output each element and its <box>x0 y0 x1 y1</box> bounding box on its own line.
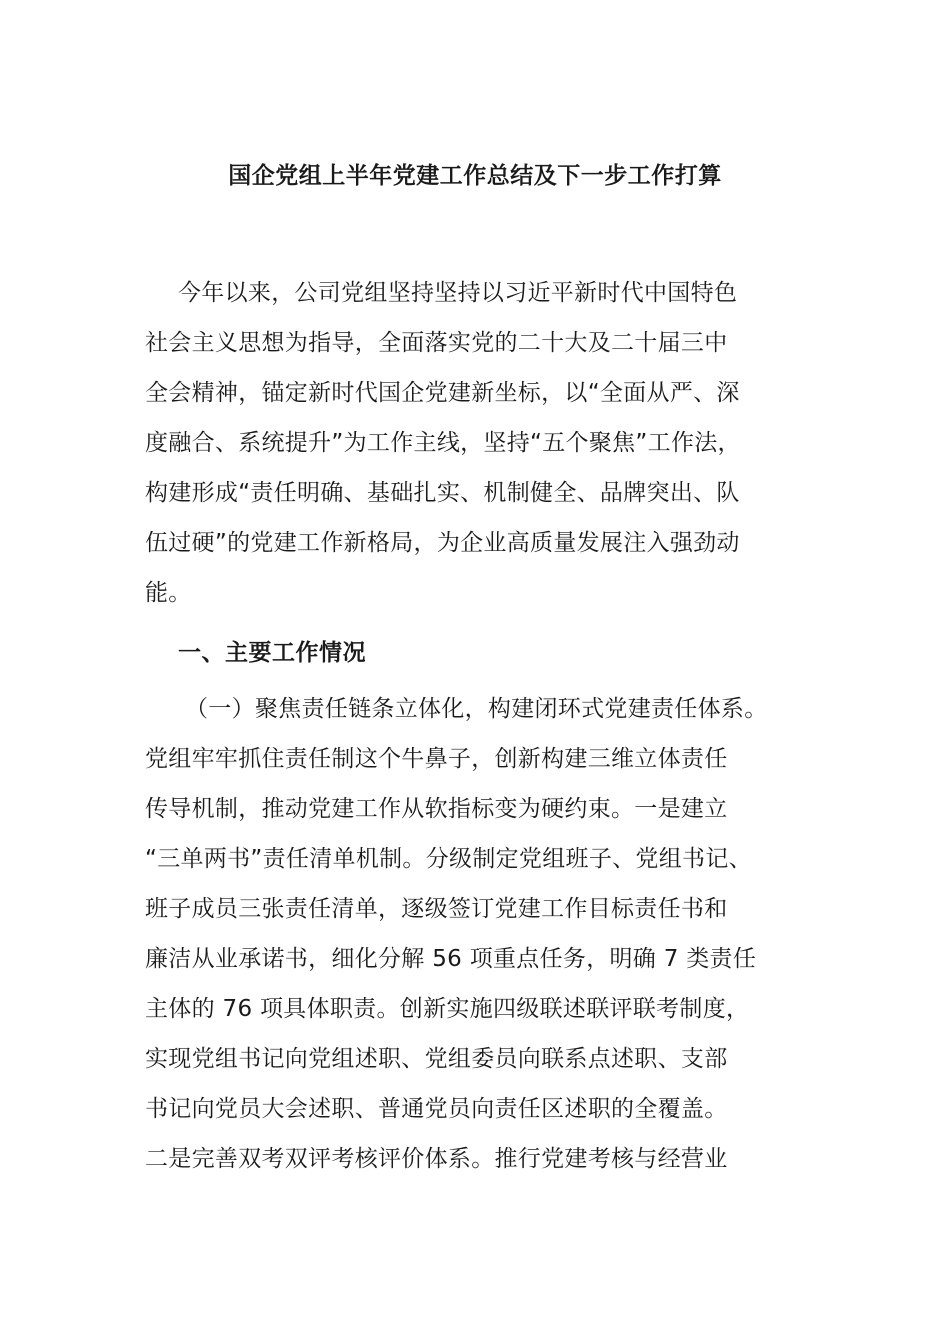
text-line: 能。 <box>145 580 192 606</box>
text-line: 伍过硬”的党建工作新格局，为企业高质量发展注入强劲动 <box>145 530 740 556</box>
text-line: 今年以来，公司党组坚持坚持以习近平新时代中国特色 <box>178 280 738 306</box>
section-heading: 一、主要工作情况 <box>178 640 366 666</box>
text-line: 传导机制，推动党建工作从软指标变为硬约束。一是建立 <box>145 796 728 822</box>
text-line: 主体的 76 项具体职责。创新实施四级联述联评联考制度， <box>145 996 750 1022</box>
text-line: “三单两书”责任清单机制。分级制定党组班子、党组书记、 <box>145 846 752 872</box>
text-line: 二是完善双考双评考核评价体系。推行党建考核与经营业 <box>145 1146 728 1172</box>
text-line: 班子成员三张责任清单，逐级签订党建工作目标责任书和 <box>145 896 728 922</box>
text-line: 全会精神，锚定新时代国企党建新坐标，以“全面从严、深 <box>145 380 740 406</box>
text-line: 构建形成“责任明确、基础扎实、机制健全、品牌突出、队 <box>145 480 740 506</box>
section-paragraph <box>145 684 825 1184</box>
text-line: 实现党组书记向党组述职、党组委员向联系点述职、支部 <box>145 1046 728 1072</box>
text-line: 书记向党员大会述职、普通党员向责任区述职的全覆盖。 <box>145 1096 728 1122</box>
text-line: （一）聚焦责任链条立体化，构建闭环式党建责任体系。 <box>185 696 768 722</box>
text-line: 廉洁从业承诺书，细化分解 56 项重点任务，明确 7 类责任 <box>145 946 757 972</box>
text-line: 社会主义思想为指导，全面落实党的二十大及二十届三中 <box>145 330 728 356</box>
text-line: 度融合、系统提升”为工作主线，坚持“五个聚焦”工作法， <box>145 430 741 456</box>
text-line: 党组牢牢抓住责任制这个牛鼻子，创新构建三维立体责任 <box>145 746 728 772</box>
page-title: 国企党组上半年党建工作总结及下一步工作打算 <box>228 163 722 189</box>
intro-paragraph <box>145 268 825 618</box>
